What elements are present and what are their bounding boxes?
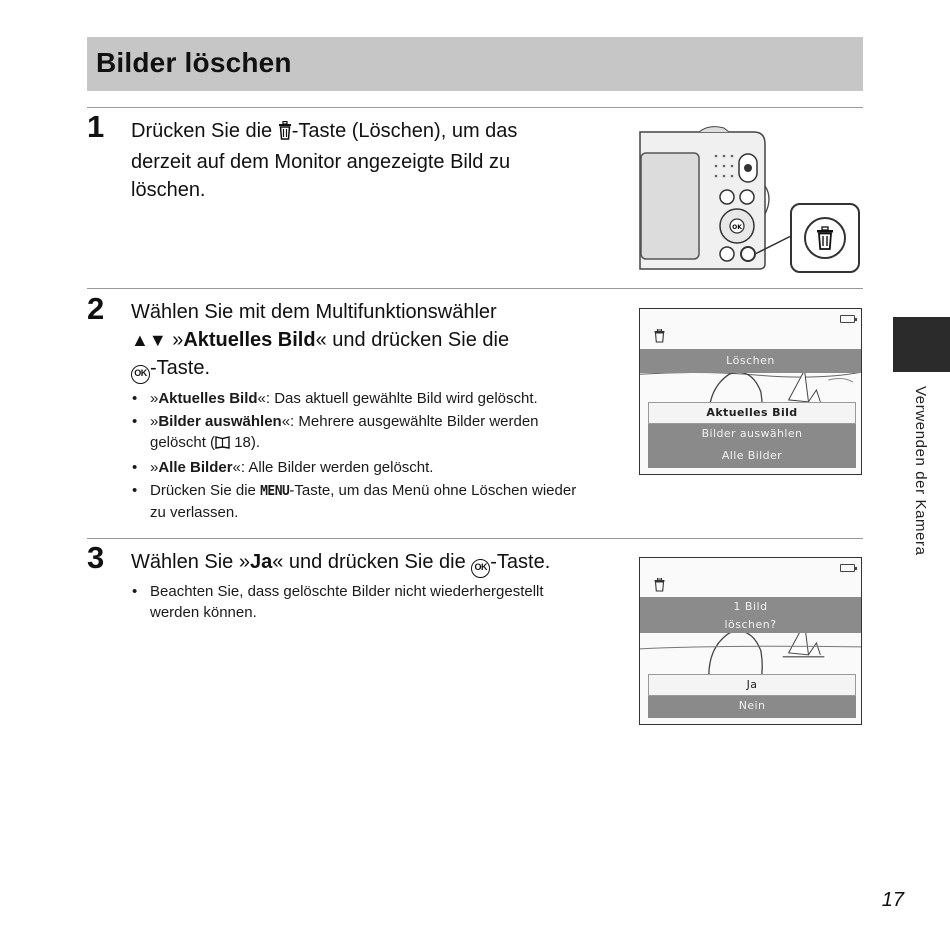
step-3-number: 3 bbox=[87, 540, 105, 575]
list-item: • »Bilder auswählen«: Mehrere ausgewählte Bilder werden gelöscht ( 18). bbox=[131, 411, 576, 455]
ok-button-icon: OK bbox=[131, 365, 150, 384]
step-2-text: Wählen Sie mit dem Multifunktionswähler ▲▼ »Aktuelles Bild« und drücken Sie die OK -Taste. bbox=[131, 298, 509, 384]
camera-illustration bbox=[639, 126, 861, 274]
step-1-number: 1 bbox=[87, 109, 105, 144]
title-bar bbox=[87, 37, 863, 91]
camera-screen-delete-menu bbox=[639, 308, 862, 475]
chapter-tab bbox=[893, 317, 950, 372]
divider bbox=[87, 538, 863, 539]
menu-item-ja[interactable]: Ja bbox=[648, 674, 856, 696]
list-item: • Beachten Sie, dass gelöschte Bilder nicht wiederhergestellt werden können. bbox=[131, 581, 544, 623]
chapter-label: Verwenden der Kamera bbox=[912, 386, 929, 556]
list-item: • »Alle Bilder«: Alle Bilder werden gelöscht. bbox=[131, 457, 576, 478]
battery-icon bbox=[840, 315, 855, 323]
book-reference-icon bbox=[215, 434, 230, 455]
divider bbox=[87, 107, 863, 108]
step-2-bullets bbox=[131, 388, 576, 525]
confirm-menu bbox=[648, 674, 856, 718]
menu-item-nein[interactable]: Nein bbox=[738, 699, 766, 712]
menu-item-bilder-auswaehlen[interactable]: Bilder auswählen bbox=[701, 427, 803, 440]
list-item: • »Aktuelles Bild«: Das aktuell gewählte Bild wird gelöscht. bbox=[131, 388, 576, 409]
step-2-number: 2 bbox=[87, 291, 105, 326]
trash-icon bbox=[278, 120, 292, 148]
divider bbox=[87, 288, 863, 289]
list-item: • Drücken Sie die MENU-Taste, um das Menü ohne Löschen wieder zu verlassen. bbox=[131, 480, 576, 523]
svg-text:OK: OK bbox=[732, 224, 742, 231]
confirm-header: 1 Bild löschen? bbox=[640, 597, 861, 633]
ok-button-icon: OK bbox=[471, 559, 490, 578]
step-3-bullets bbox=[131, 581, 544, 625]
step-1-text: Drücken Sie die -Taste (Löschen), um das derzeit auf dem Monitor angezeigte Bild zu löschen. bbox=[131, 120, 518, 201]
trash-icon bbox=[654, 329, 665, 348]
battery-icon bbox=[840, 564, 855, 572]
menu-item-aktuelles-bild[interactable]: Aktuelles Bild bbox=[648, 402, 856, 424]
step-3-text: Wählen Sie »Ja« und drücken Sie die OK -Taste. bbox=[131, 548, 550, 578]
menu-header: Löschen bbox=[640, 349, 861, 373]
camera-screen-confirm bbox=[639, 557, 862, 725]
up-down-arrows-icon: ▲▼ bbox=[131, 330, 167, 350]
delete-menu bbox=[648, 402, 856, 468]
page-number: 17 bbox=[881, 889, 904, 911]
menu-item-alle-bilder[interactable]: Alle Bilder bbox=[721, 449, 783, 462]
menu-button-icon: MENU bbox=[260, 484, 290, 499]
page-title: Bilder löschen bbox=[96, 47, 292, 78]
trash-icon bbox=[654, 578, 665, 597]
